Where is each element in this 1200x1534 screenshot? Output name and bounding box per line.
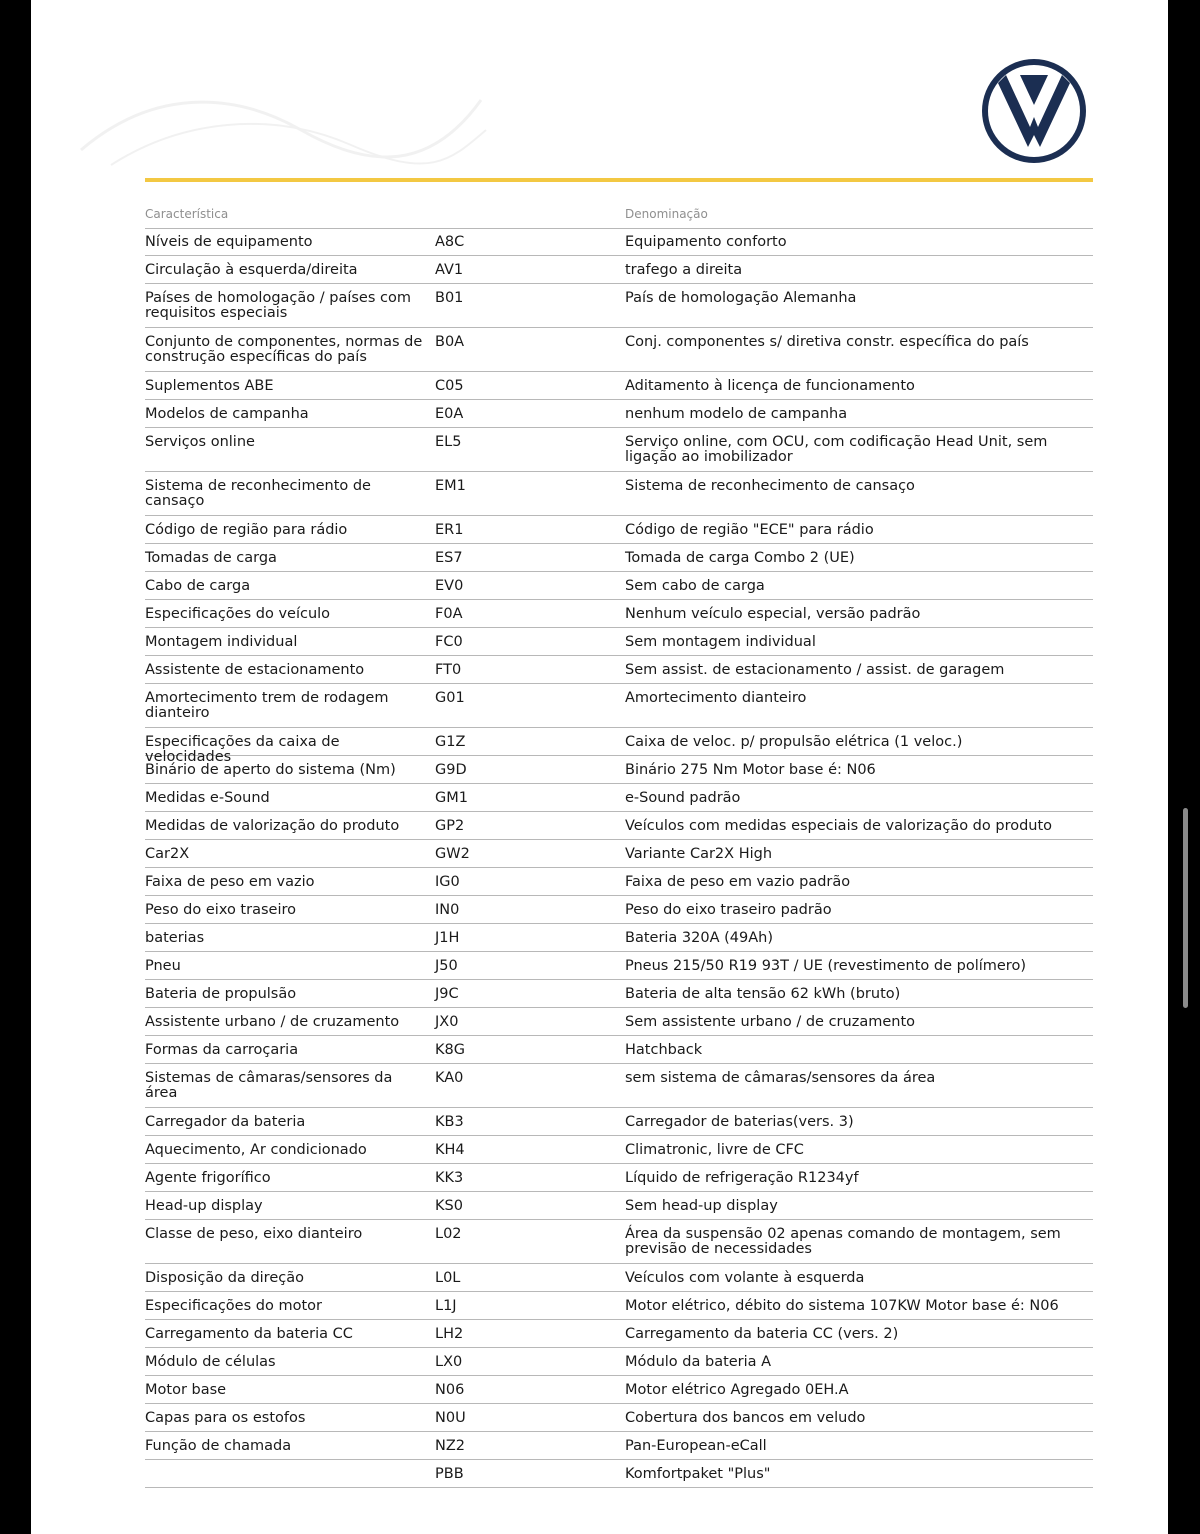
code-cell: N06 (435, 1382, 465, 1398)
denomination-cell: Líquido de refrigeração R1234yf (625, 1170, 859, 1186)
characteristic-cell: Níveis de equipamento (145, 234, 313, 250)
characteristic-cell: Bateria de propulsão (145, 986, 297, 1002)
denomination-cell: Caixa de veloc. p/ propulsão elétrica (1 veloc.) (625, 734, 963, 750)
table-row (145, 228, 1093, 256)
code-cell: IG0 (435, 874, 460, 890)
characteristic-cell: Peso do eixo traseiro (145, 902, 296, 918)
denomination-cell: Sem assistente urbano / de cruzamento (625, 1014, 915, 1030)
denomination-cell: Komfortpaket "Plus" (625, 1466, 771, 1482)
code-cell: C05 (435, 378, 464, 394)
table-row (145, 1348, 1093, 1376)
table-row (145, 1432, 1093, 1460)
table-row (145, 1376, 1093, 1404)
denomination-cell: trafego a direita (625, 262, 743, 278)
code-cell: KA0 (435, 1070, 464, 1086)
code-cell: KH4 (435, 1142, 465, 1158)
denomination-cell: Conj. componentes s/ diretiva constr. específica do país (625, 334, 1029, 350)
denomination-cell: Sem head-up display (625, 1198, 778, 1214)
table-header (145, 206, 1093, 229)
table-row (145, 980, 1093, 1008)
characteristic-cell: Função de chamada (145, 1438, 292, 1454)
denomination-cell: Bateria 320A (49Ah) (625, 930, 774, 946)
code-cell: L1J (435, 1298, 457, 1314)
characteristic-cell: Medidas de valorização do produto (145, 818, 400, 834)
characteristic-cell: Pneu (145, 958, 181, 974)
watermark-graphic (71, 70, 491, 180)
denomination-cell: Sem cabo de carga (625, 578, 765, 594)
code-cell: FT0 (435, 662, 462, 678)
denomination-cell: Peso do eixo traseiro padrão (625, 902, 832, 918)
characteristic-cell: Disposição da direção (145, 1270, 304, 1286)
code-cell: A8C (435, 234, 465, 250)
denomination-cell: Sistema de reconhecimento de cansaço (625, 478, 915, 494)
table-row (145, 372, 1093, 400)
code-cell: L0L (435, 1270, 461, 1286)
denomination-cell: Sem montagem individual (625, 634, 816, 650)
denomination-cell: Módulo da bateria A (625, 1354, 772, 1370)
table-row (145, 1008, 1093, 1036)
characteristic-cell: Binário de aperto do sistema (Nm) (145, 762, 396, 778)
characteristic-cell: Capas para os estofos (145, 1410, 306, 1426)
denomination-cell: nenhum modelo de campanha (625, 406, 848, 422)
characteristic-cell: Modelos de campanha (145, 406, 309, 422)
denomination-cell: Climatronic, livre de CFC (625, 1142, 804, 1158)
characteristic-cell: Especificações do motor (145, 1298, 322, 1314)
characteristic-cell: Agente frigorífico (145, 1170, 271, 1186)
table-row (145, 1064, 1093, 1108)
vw-logo-icon (978, 55, 1090, 167)
characteristic-cell: Especificações da caixa de velocidades (145, 734, 340, 765)
code-cell: G9D (435, 762, 467, 778)
code-cell: IN0 (435, 902, 460, 918)
characteristic-cell: Amortecimento trem de rodagem dianteiro (145, 690, 389, 721)
code-cell: EL5 (435, 434, 462, 450)
characteristic-cell: Medidas e-Sound (145, 790, 270, 806)
table-row (145, 328, 1093, 372)
denomination-cell: Código de região "ECE" para rádio (625, 522, 874, 538)
characteristic-cell: Módulo de células (145, 1354, 276, 1370)
characteristic-cell: baterias (145, 930, 205, 946)
characteristic-cell: Conjunto de componentes, normas de construção específicas do país (145, 334, 423, 365)
code-cell: NZ2 (435, 1438, 466, 1454)
document-page (31, 0, 1168, 1534)
characteristic-cell: Sistema de reconhecimento de cansaço (145, 478, 371, 509)
table-row (145, 516, 1093, 544)
accent-rule (145, 178, 1093, 182)
table-row (145, 428, 1093, 472)
table-row (145, 684, 1093, 728)
table-row (145, 1136, 1093, 1164)
table-row (145, 784, 1093, 812)
code-cell: G1Z (435, 734, 466, 750)
characteristic-cell: Circulação à esquerda/direita (145, 262, 358, 278)
characteristic-cell: Países de homologação / países com requisitos especiais (145, 290, 411, 321)
header-denomination: Denominação (625, 207, 708, 221)
denomination-cell: Veículos com medidas especiais de valorização do produto (625, 818, 1053, 834)
table-row (145, 924, 1093, 952)
code-cell: GP2 (435, 818, 465, 834)
denomination-cell: Equipamento conforto (625, 234, 787, 250)
code-cell: ER1 (435, 522, 464, 538)
code-cell: F0A (435, 606, 463, 622)
table-row (145, 756, 1093, 784)
table-row (145, 1108, 1093, 1136)
table-row (145, 284, 1093, 328)
characteristic-cell: Car2X (145, 846, 190, 862)
table-row (145, 600, 1093, 628)
table-row (145, 1192, 1093, 1220)
denomination-cell: Binário 275 Nm Motor base é: N06 (625, 762, 876, 778)
denomination-cell: Hatchback (625, 1042, 703, 1058)
characteristic-cell: Assistente de estacionamento (145, 662, 365, 678)
table-row (145, 256, 1093, 284)
denomination-cell: sem sistema de câmaras/sensores da área (625, 1070, 936, 1086)
code-cell: J1H (435, 930, 460, 946)
characteristic-cell: Classe de peso, eixo dianteiro (145, 1226, 363, 1242)
denomination-cell: Carregamento da bateria CC (vers. 2) (625, 1326, 899, 1342)
code-cell: KS0 (435, 1198, 463, 1214)
code-cell: AV1 (435, 262, 464, 278)
code-cell: G01 (435, 690, 465, 706)
characteristic-cell: Sistemas de câmaras/sensores da área (145, 1070, 393, 1101)
header-characteristic: Característica (145, 207, 229, 221)
spec-table-body (145, 228, 1093, 1488)
denomination-cell: Pneus 215/50 R19 93T / UE (revestimento de polímero) (625, 958, 1026, 974)
characteristic-cell: Cabo de carga (145, 578, 251, 594)
characteristic-cell: Head-up display (145, 1198, 263, 1214)
denomination-cell: Bateria de alta tensão 62 kWh (bruto) (625, 986, 901, 1002)
code-cell: EM1 (435, 478, 466, 494)
table-row (145, 840, 1093, 868)
denomination-cell: Serviço online, com OCU, com codificação Head Unit, sem ligação ao imobilizador (625, 434, 1048, 465)
table-row (145, 1264, 1093, 1292)
code-cell: LX0 (435, 1354, 463, 1370)
table-row (145, 656, 1093, 684)
denomination-cell: Faixa de peso em vazio padrão (625, 874, 851, 890)
code-cell: K8G (435, 1042, 465, 1058)
code-cell: J50 (435, 958, 458, 974)
code-cell: PBB (435, 1466, 464, 1482)
characteristic-cell: Formas da carroçaria (145, 1042, 299, 1058)
table-row (145, 1320, 1093, 1348)
code-cell: B01 (435, 290, 464, 306)
code-cell: LH2 (435, 1326, 464, 1342)
code-cell: ES7 (435, 550, 463, 566)
code-cell: E0A (435, 406, 464, 422)
table-row (145, 1036, 1093, 1064)
characteristic-cell: Aquecimento, Ar condicionado (145, 1142, 367, 1158)
table-row (145, 1404, 1093, 1432)
denomination-cell: Nenhum veículo especial, versão padrão (625, 606, 921, 622)
table-row (145, 896, 1093, 924)
table-row (145, 952, 1093, 980)
table-row (145, 472, 1093, 516)
denomination-cell: Veículos com volante à esquerda (625, 1270, 865, 1286)
denomination-cell: Tomada de carga Combo 2 (UE) (625, 550, 855, 566)
denomination-cell: Pan-European-eCall (625, 1438, 767, 1454)
table-row (145, 1164, 1093, 1192)
characteristic-cell: Tomadas de carga (145, 550, 277, 566)
denomination-cell: Motor elétrico Agregado 0EH.A (625, 1382, 849, 1398)
code-cell: KK3 (435, 1170, 464, 1186)
table-row (145, 1220, 1093, 1264)
denomination-cell: Cobertura dos bancos em veludo (625, 1410, 866, 1426)
characteristic-cell: Carregamento da bateria CC (145, 1326, 353, 1342)
code-cell: J9C (435, 986, 459, 1002)
denomination-cell: Motor elétrico, débito do sistema 107KW Motor base é: N06 (625, 1298, 1059, 1314)
denomination-cell: Sem assist. de estacionamento / assist. de garagem (625, 662, 1005, 678)
table-row (145, 544, 1093, 572)
denomination-cell: e-Sound padrão (625, 790, 741, 806)
characteristic-cell: Suplementos ABE (145, 378, 274, 394)
denomination-cell: Área da suspensão 02 apenas comando de montagem, sem previsão de necessidades (625, 1226, 1061, 1257)
code-cell: JX0 (435, 1014, 459, 1030)
code-cell: B0A (435, 334, 465, 350)
code-cell: GM1 (435, 790, 468, 806)
characteristic-cell: Assistente urbano / de cruzamento (145, 1014, 400, 1030)
denomination-cell: Aditamento à licença de funcionamento (625, 378, 915, 394)
code-cell: L02 (435, 1226, 462, 1242)
table-row (145, 572, 1093, 600)
code-cell: N0U (435, 1410, 466, 1426)
table-row (145, 868, 1093, 896)
table-row (145, 400, 1093, 428)
characteristic-cell: Faixa de peso em vazio (145, 874, 315, 890)
characteristic-cell: Montagem individual (145, 634, 298, 650)
code-cell: KB3 (435, 1114, 464, 1130)
denomination-cell: Variante Car2X High (625, 846, 773, 862)
table-row (145, 1292, 1093, 1320)
denomination-cell: Carregador de baterias(vers. 3) (625, 1114, 854, 1130)
characteristic-cell: Serviços online (145, 434, 255, 450)
code-cell: FC0 (435, 634, 463, 650)
table-row (145, 812, 1093, 840)
denomination-cell: País de homologação Alemanha (625, 290, 857, 306)
denomination-cell: Amortecimento dianteiro (625, 690, 807, 706)
code-cell: EV0 (435, 578, 464, 594)
characteristic-cell: Especificações do veículo (145, 606, 331, 622)
code-cell: GW2 (435, 846, 470, 862)
characteristic-cell: Motor base (145, 1382, 227, 1398)
scrollbar-thumb[interactable] (1183, 808, 1188, 1008)
table-row (145, 728, 1093, 765)
table-row (145, 1460, 1093, 1488)
characteristic-cell: Código de região para rádio (145, 522, 348, 538)
table-row (145, 628, 1093, 656)
characteristic-cell: Carregador da bateria (145, 1114, 306, 1130)
